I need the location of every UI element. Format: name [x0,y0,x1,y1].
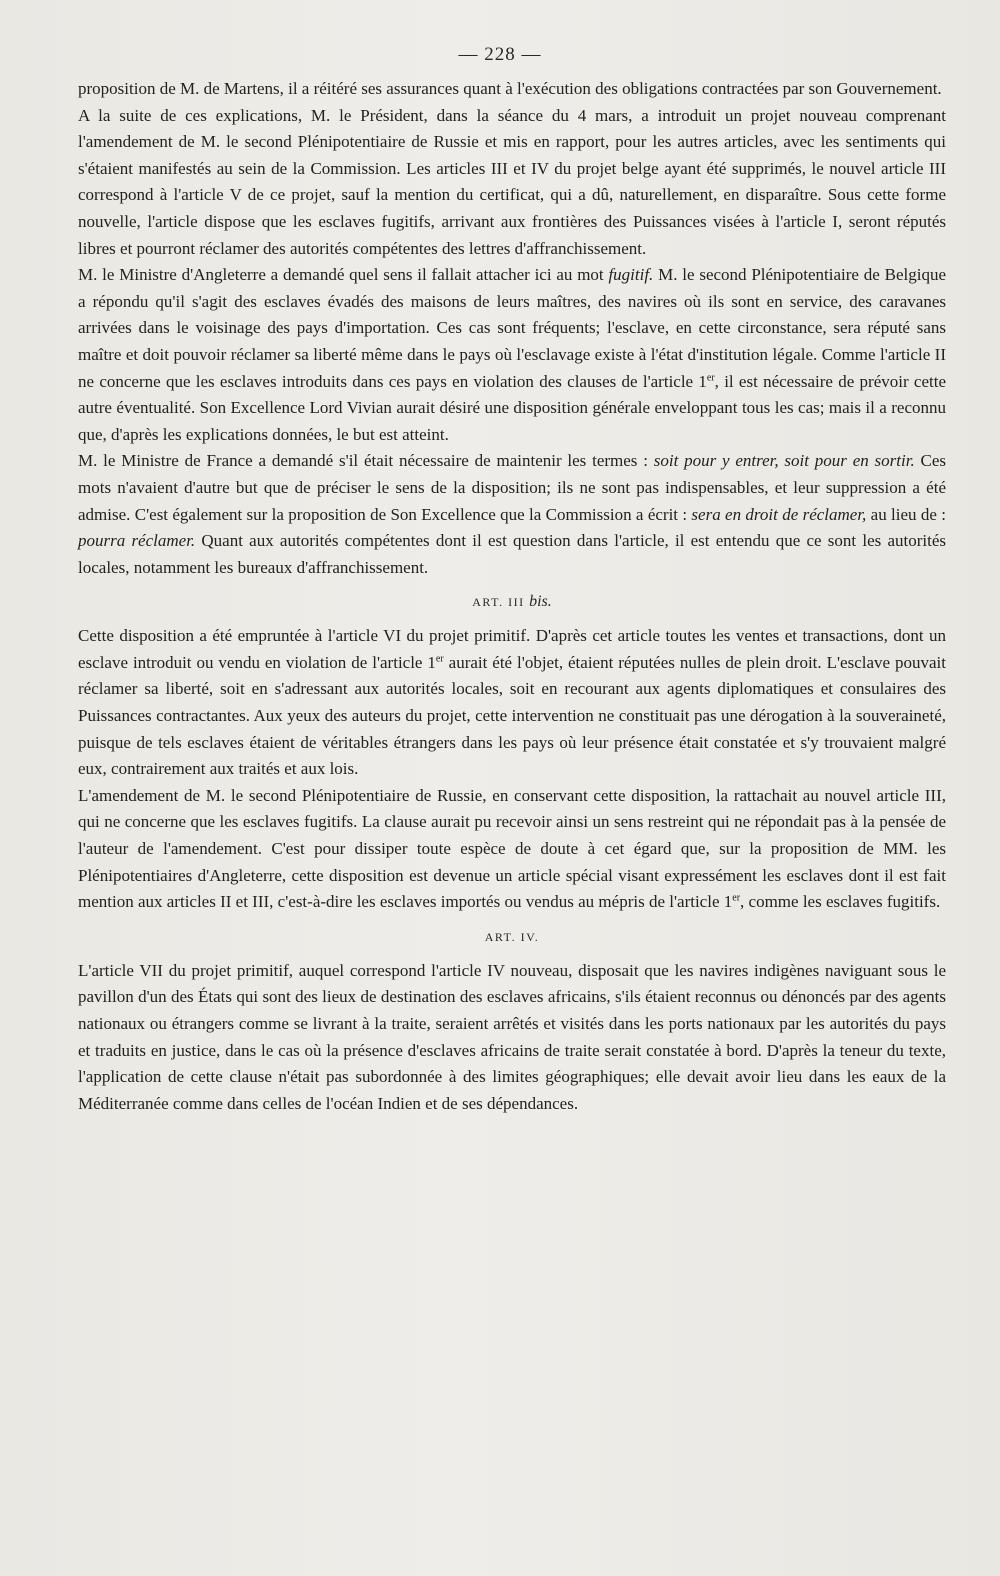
page-number: — 228 — [458,44,542,65]
paragraph-4-emphasis-3: pourra réclamer. [78,531,196,551]
paragraph-5 [78,623,946,783]
paragraph-2: A la suite de ces explications, M. le Président, dans la séance du 4 mars, a introduit un projet nouveau comprenant l'amendement de M. le second Plénipotentiaire de Russie et mis en rapport, pour les autres articles, avec les sentiments qui s'étaient manifestés au sein de la Commission. Les articles III et IV du projet belge ayant été supprimés, le nouvel article III correspond à l'article V de ce projet, sauf la mention du certificat, qui a dû, naturellement, en disparaître. Sous cette forme nouvelle, l'article dispose que les esclaves fugitifs, arrivant aux frontières des Puissances visées à l'article I, seront réputés libres et pourront réclamer des autorités compétentes des lettres d'affranchissement. [78,105,946,258]
paragraph-3-emphasis: fugitif. [608,265,654,285]
section-heading-art-3-bis [78,593,946,611]
paragraph-4-part-a: M. le Ministre de France a demandé s'il était nécessaire de maintenir les termes : [78,451,654,471]
paragraph-4-part-c: Ces mots n'avaient d'autre but que de préciser le sens de la disposition; ils ne sont pas indispensables, et leur suppression a été admise. C'est également sur la proposition de Son Excellence que la Commission a écrit : [78,451,946,524]
paragraph-4 [78,448,946,581]
paragraph-1: proposition de M. de Martens, il a réitéré ses assurances quant à l'exécution des obligations contractées par son Gouvernement. [78,79,942,98]
paragraph-5-part-a: Cette disposition a été empruntée à l'article VI du projet primitif. D'après cet article toutes les ventes et transactions, dont un esclave introduit ou vendu en violation de l'article 1 [78,626,946,672]
paragraph-6 [78,783,946,916]
superscript-er: er [732,892,741,904]
paragraph-6-part-c: , comme les esclaves fugitifs. [740,892,941,912]
paragraph-3-part-e: , il est nécessaire de prévoir cette autre éventualité. Son Excellence Lord Vivian aurait désiré une disposition générale enveloppant tous les cas; mais il a reconnu que, d'après les explications données, le but est atteint. [78,371,946,444]
paragraph-3-part-c: M. le second Plénipotentiaire de Belgique a répondu qu'il s'agit des esclaves évadés des maisons de leurs maîtres, des navires où ils sont en service, des caravanes arrivées dans le voisinage des pays d'importation. Ces cas sont fréquents; l'esclave, en cette circonstance, sera réputé sans maître et doit pouvoir réclamer sa liberté même dans le pays où l'esclavage existe à l'état d'institution légale. Comme l'article II ne concerne que les esclaves introduits dans ces pays en violation des clauses de l'article 1 [78,265,946,391]
paragraph-3 [78,262,946,448]
paragraph-6-part-a: L'amendement de M. le second Plénipotentiaire de Russie, en conservant cette disposition, la rattachait au nouvel article III, qui ne concerne que les esclaves fugitifs. La clause aurait pu recevoir ainsi un sens restreint qui ne répondait pas à la pensée de l'auteur de l'amendement. C'est pour dissiper toute espèce de doute à cet égard que, sur la proposition de MM. les Plénipotentiaires d'Angleterre, cette disposition est devenue un article spécial visant expressément les esclaves dont il est fait mention aux articles II et III, c'est-à-dire les esclaves importés ou vendus au mépris de l'article 1 [78,785,946,912]
paragraph-7: L'article VII du projet primitif, auquel correspond l'article IV nouveau, disposait que les navires indigènes naviguant sous le pavillon d'un des États qui sont des lieux de destination des esclaves africains, s'ils étaient reconnus ou dénoncés par des agents nationaux ou étrangers comme se livrant à la traite, seraient arrêtés et visités dans les ports nationaux par les autorités du pays et traduits en justice, dans le cas où la présence d'esclaves africains de traite serait constatée à bord. D'après la teneur du texte, l'application de cette clause n'était pas subordonnée à des limites géographiques; elle devait avoir lieu dans les eaux de la Méditerranée comme dans celles de l'océan Indien et de ses dépendances. [78,960,946,1113]
paragraph-3-part-a: M. le Ministre d'Angleterre a demandé quel sens il fallait attacher ici au mot [78,265,609,285]
superscript-er: er [706,371,715,383]
section-heading-suffix: bis. [529,593,552,611]
paragraph-5-part-c: aurait été l'objet, étaient réputées nulles de plein droit. L'esclave pouvait réclamer sa liberté, soit en s'adressant aux autorités locales, soit en recourant aux agents diplomatiques et consulaires des Puissances contractantes. Aux yeux des auteurs du projet, cette intervention ne constituait pas une dérogation à la souveraineté, puisque de tels esclaves étaient de véritables étrangers dans les pays où leur présence était constatée et s'y trouvaient malgré eux, contrairement aux traités et aux lois. [78,652,946,779]
paragraph-4-part-e: au lieu de : [866,504,946,524]
paragraph-4-part-g: Quant aux autorités compétentes dont il est question dans l'article, il est entendu que ce sont les autorités locales, notamment les bureaux d'affranchissement. [78,531,946,577]
paragraph-4-emphasis-1: soit pour y entrer, soit pour en sortir. [653,451,915,471]
body-text [78,76,946,1117]
paragraph-4-emphasis-2: sera en droit de réclamer, [691,504,867,524]
superscript-er: er [435,653,444,665]
section-heading-label: ART. III [472,595,530,610]
section-heading-art-4: ART. IV. [484,929,540,944]
